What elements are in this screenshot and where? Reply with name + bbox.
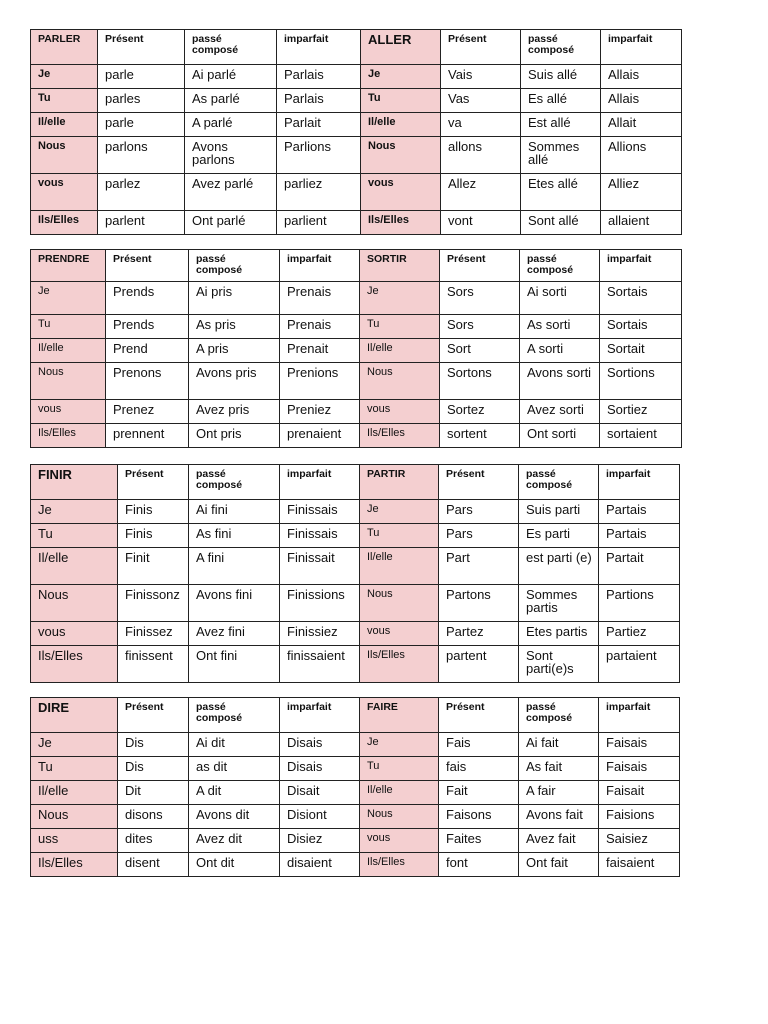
table-row xyxy=(31,548,680,585)
passe-compose-cell: Es parti xyxy=(519,524,599,548)
imparfait-cell: Finissais xyxy=(280,500,360,524)
present-cell: parlez xyxy=(98,174,185,211)
header-passe-compose: passé composé xyxy=(189,465,280,500)
imparfait-cell: Sortions xyxy=(600,363,682,400)
present-cell: Finis xyxy=(118,500,189,524)
pronoun-cell: Ils/Elles xyxy=(361,211,441,235)
present-cell: parle xyxy=(98,65,185,89)
present-cell: dites xyxy=(118,829,189,853)
present-cell: parlons xyxy=(98,137,185,174)
pronoun-cell: Nous xyxy=(31,137,98,174)
passe-compose-cell: Etes partis xyxy=(519,622,599,646)
pronoun-cell: Ils/Elles xyxy=(31,211,98,235)
imparfait-cell: Allais xyxy=(601,89,682,113)
passe-compose-cell: Avons parlons xyxy=(185,137,277,174)
present-cell: Prenons xyxy=(106,363,189,400)
passe-compose-cell: Avez pris xyxy=(189,400,280,424)
passe-compose-cell: Es allé xyxy=(521,89,601,113)
header-present: Présent xyxy=(439,698,519,733)
passe-compose-cell: est parti (e) xyxy=(519,548,599,585)
present-cell: disent xyxy=(118,853,189,877)
present-cell: Sors xyxy=(440,282,520,315)
pronoun-cell: Je xyxy=(360,500,439,524)
present-cell: Prends xyxy=(106,282,189,315)
present-cell: Finissonz xyxy=(118,585,189,622)
imparfait-cell: Faisais xyxy=(599,733,680,757)
imparfait-cell: Partais xyxy=(599,500,680,524)
imparfait-cell: Sortait xyxy=(600,339,682,363)
passe-compose-cell: Etes allé xyxy=(521,174,601,211)
imparfait-cell: parliez xyxy=(277,174,361,211)
table-row xyxy=(31,733,680,757)
imparfait-cell: Parlions xyxy=(277,137,361,174)
pronoun-cell: Je xyxy=(31,500,118,524)
imparfait-cell: Faisions xyxy=(599,805,680,829)
pronoun-cell: Tu xyxy=(361,89,441,113)
pronoun-cell: Je xyxy=(31,65,98,89)
present-cell: fais xyxy=(439,757,519,781)
pronoun-cell: vous xyxy=(361,174,441,211)
imparfait-cell: Saisiez xyxy=(599,829,680,853)
present-cell: Part xyxy=(439,548,519,585)
verb-name: FAIRE xyxy=(360,698,439,733)
pronoun-cell: Il/elle xyxy=(361,113,441,137)
table-row xyxy=(31,646,680,683)
pronoun-cell: Tu xyxy=(360,524,439,548)
present-cell: Finissez xyxy=(118,622,189,646)
passe-compose-cell: A dit xyxy=(189,781,280,805)
pronoun-cell: Il/elle xyxy=(360,339,440,363)
imparfait-cell: Parlait xyxy=(277,113,361,137)
header-passe-compose: passé composé xyxy=(519,698,599,733)
passe-compose-cell: Avez parlé xyxy=(185,174,277,211)
pronoun-cell: vous xyxy=(360,400,440,424)
pronoun-cell: Tu xyxy=(31,89,98,113)
pronoun-cell: Il/elle xyxy=(31,781,118,805)
verb-name: ALLER xyxy=(361,30,441,65)
table-row xyxy=(31,315,682,339)
passe-compose-cell: A fini xyxy=(189,548,280,585)
header-present: Présent xyxy=(118,698,189,733)
imparfait-cell: finissaient xyxy=(280,646,360,683)
table-row xyxy=(31,622,680,646)
pronoun-cell: vous xyxy=(360,622,439,646)
pronoun-cell: Ils/Elles xyxy=(31,853,118,877)
present-cell: Prenez xyxy=(106,400,189,424)
passe-compose-cell: Ont pris xyxy=(189,424,280,448)
passe-compose-cell: Ont sorti xyxy=(520,424,600,448)
imparfait-cell: Preniez xyxy=(280,400,360,424)
table-row xyxy=(31,424,682,448)
passe-compose-cell: Suis parti xyxy=(519,500,599,524)
pronoun-cell: Ils/Elles xyxy=(31,424,106,448)
pronoun-cell: vous xyxy=(31,622,118,646)
present-cell: Fais xyxy=(439,733,519,757)
table-row xyxy=(31,585,680,622)
passe-compose-cell: As fini xyxy=(189,524,280,548)
pronoun-cell: Tu xyxy=(31,315,106,339)
verb-name: FINIR xyxy=(31,465,118,500)
pronoun-cell: vous xyxy=(31,400,106,424)
imparfait-cell: allaient xyxy=(601,211,682,235)
passe-compose-cell: Sommes allé xyxy=(521,137,601,174)
table-row xyxy=(31,174,682,211)
pronoun-cell: Tu xyxy=(360,315,440,339)
pronoun-cell: Il/elle xyxy=(360,548,439,585)
passe-compose-cell: Avons fait xyxy=(519,805,599,829)
conjugation-table-parler-aller xyxy=(30,29,682,235)
pronoun-cell: uss xyxy=(31,829,118,853)
table-row xyxy=(31,89,682,113)
pronoun-cell: Je xyxy=(360,733,439,757)
imparfait-cell: prenaient xyxy=(280,424,360,448)
present-cell: Sors xyxy=(440,315,520,339)
header-imparfait: imparfait xyxy=(280,465,360,500)
pronoun-cell: Nous xyxy=(360,363,440,400)
present-cell: font xyxy=(439,853,519,877)
imparfait-cell: disaient xyxy=(280,853,360,877)
passe-compose-cell: as dit xyxy=(189,757,280,781)
header-imparfait: imparfait xyxy=(599,698,680,733)
passe-compose-cell: Avez fait xyxy=(519,829,599,853)
pronoun-cell: Nous xyxy=(31,363,106,400)
passe-compose-cell: Avons pris xyxy=(189,363,280,400)
present-cell: vont xyxy=(441,211,521,235)
imparfait-cell: Disais xyxy=(280,733,360,757)
table-row xyxy=(31,113,682,137)
passe-compose-cell: As sorti xyxy=(520,315,600,339)
passe-compose-cell: Avez dit xyxy=(189,829,280,853)
pronoun-cell: Il/elle xyxy=(31,113,98,137)
present-cell: partent xyxy=(439,646,519,683)
passe-compose-cell: Ont parlé xyxy=(185,211,277,235)
pronoun-cell: Je xyxy=(31,733,118,757)
imparfait-cell: Allais xyxy=(601,65,682,89)
present-cell: Prends xyxy=(106,315,189,339)
pronoun-cell: Je xyxy=(31,282,106,315)
table-row xyxy=(31,757,680,781)
header-passe-compose: passé composé xyxy=(189,250,280,282)
passe-compose-cell: A sorti xyxy=(520,339,600,363)
present-cell: Partez xyxy=(439,622,519,646)
conjugation-table-dire-faire xyxy=(30,697,680,877)
pronoun-cell: Tu xyxy=(31,757,118,781)
present-cell: Pars xyxy=(439,524,519,548)
imparfait-cell: Faisait xyxy=(599,781,680,805)
header-present: Présent xyxy=(439,465,519,500)
table-row xyxy=(31,853,680,877)
verb-name: PARTIR xyxy=(360,465,439,500)
pronoun-cell: Nous xyxy=(360,585,439,622)
passe-compose-cell: Ai sorti xyxy=(520,282,600,315)
header-imparfait: imparfait xyxy=(599,465,680,500)
verb-name: SORTIR xyxy=(360,250,440,282)
passe-compose-cell: As parlé xyxy=(185,89,277,113)
passe-compose-cell: A parlé xyxy=(185,113,277,137)
pronoun-cell: Il/elle xyxy=(360,781,439,805)
imparfait-cell: Partiez xyxy=(599,622,680,646)
present-cell: Vas xyxy=(441,89,521,113)
present-cell: Faites xyxy=(439,829,519,853)
pronoun-cell: Tu xyxy=(360,757,439,781)
pronoun-cell: Il/elle xyxy=(31,339,106,363)
passe-compose-cell: Ai fini xyxy=(189,500,280,524)
present-cell: Finis xyxy=(118,524,189,548)
imparfait-cell: Finissiez xyxy=(280,622,360,646)
imparfait-cell: Sortais xyxy=(600,282,682,315)
present-cell: Dis xyxy=(118,733,189,757)
table-row xyxy=(31,65,682,89)
header-passe-compose: passé composé xyxy=(185,30,277,65)
pronoun-cell: vous xyxy=(31,174,98,211)
header-present: Présent xyxy=(441,30,521,65)
imparfait-cell: parlient xyxy=(277,211,361,235)
imparfait-cell: Sortiez xyxy=(600,400,682,424)
imparfait-cell: Prenions xyxy=(280,363,360,400)
passe-compose-cell: Avons dit xyxy=(189,805,280,829)
header-present: Présent xyxy=(98,30,185,65)
imparfait-cell: Partait xyxy=(599,548,680,585)
pronoun-cell: vous xyxy=(360,829,439,853)
imparfait-cell: Partions xyxy=(599,585,680,622)
passe-compose-cell: Sommes partis xyxy=(519,585,599,622)
header-present: Présent xyxy=(106,250,189,282)
present-cell: allons xyxy=(441,137,521,174)
imparfait-cell: faisaient xyxy=(599,853,680,877)
passe-compose-cell: A pris xyxy=(189,339,280,363)
pronoun-cell: Ils/Elles xyxy=(360,853,439,877)
passe-compose-cell: Avons fini xyxy=(189,585,280,622)
table-row xyxy=(31,339,682,363)
pronoun-cell: Je xyxy=(361,65,441,89)
verb-name: DIRE xyxy=(31,698,118,733)
table-row xyxy=(31,363,682,400)
present-cell: prennent xyxy=(106,424,189,448)
header-passe-compose: passé composé xyxy=(520,250,600,282)
present-cell: Partons xyxy=(439,585,519,622)
imparfait-cell: Disiez xyxy=(280,829,360,853)
header-passe-compose: passé composé xyxy=(521,30,601,65)
present-cell: parle xyxy=(98,113,185,137)
table-row xyxy=(31,500,680,524)
passe-compose-cell: Ai parlé xyxy=(185,65,277,89)
passe-compose-cell: As pris xyxy=(189,315,280,339)
imparfait-cell: Finissais xyxy=(280,524,360,548)
passe-compose-cell: Avons sorti xyxy=(520,363,600,400)
verb-name: PRENDRE xyxy=(31,250,106,282)
header-imparfait: imparfait xyxy=(280,250,360,282)
present-cell: Finit xyxy=(118,548,189,585)
pronoun-cell: Ils/Elles xyxy=(360,424,440,448)
present-cell: va xyxy=(441,113,521,137)
passe-compose-cell: Ont fait xyxy=(519,853,599,877)
pronoun-cell: Nous xyxy=(31,805,118,829)
present-cell: disons xyxy=(118,805,189,829)
passe-compose-cell: As fait xyxy=(519,757,599,781)
table-row xyxy=(31,524,680,548)
present-cell: Dis xyxy=(118,757,189,781)
imparfait-cell: Disiont xyxy=(280,805,360,829)
passe-compose-cell: Ai fait xyxy=(519,733,599,757)
passe-compose-cell: Ai dit xyxy=(189,733,280,757)
imparfait-cell: sortaient xyxy=(600,424,682,448)
table-row xyxy=(31,282,682,315)
imparfait-cell: Prenais xyxy=(280,315,360,339)
present-cell: Dit xyxy=(118,781,189,805)
imparfait-cell: Faisais xyxy=(599,757,680,781)
imparfait-cell: Prenais xyxy=(280,282,360,315)
conjugation-table-finir-partir xyxy=(30,464,680,683)
pronoun-cell: Je xyxy=(360,282,440,315)
imparfait-cell: Disais xyxy=(280,757,360,781)
present-cell: Vais xyxy=(441,65,521,89)
present-cell: Sort xyxy=(440,339,520,363)
passe-compose-cell: Avez fini xyxy=(189,622,280,646)
imparfait-cell: Finissions xyxy=(280,585,360,622)
present-cell: Sortons xyxy=(440,363,520,400)
passe-compose-cell: Sont parti(e)s xyxy=(519,646,599,683)
header-imparfait: imparfait xyxy=(601,30,682,65)
present-cell: sortent xyxy=(440,424,520,448)
header-passe-compose: passé composé xyxy=(519,465,599,500)
present-cell: Prend xyxy=(106,339,189,363)
imparfait-cell: Allait xyxy=(601,113,682,137)
passe-compose-cell: Est allé xyxy=(521,113,601,137)
pronoun-cell: Nous xyxy=(361,137,441,174)
passe-compose-cell: Sont allé xyxy=(521,211,601,235)
header-imparfait: imparfait xyxy=(277,30,361,65)
pronoun-cell: Ils/Elles xyxy=(31,646,118,683)
header-imparfait: imparfait xyxy=(280,698,360,733)
imparfait-cell: Allions xyxy=(601,137,682,174)
conjugation-table-prendre-sortir xyxy=(30,249,682,448)
passe-compose-cell: Avez sorti xyxy=(520,400,600,424)
table-row xyxy=(31,805,680,829)
imparfait-cell: Parlais xyxy=(277,89,361,113)
table-row xyxy=(31,400,682,424)
present-cell: finissent xyxy=(118,646,189,683)
present-cell: parlent xyxy=(98,211,185,235)
imparfait-cell: Disait xyxy=(280,781,360,805)
passe-compose-cell: Suis allé xyxy=(521,65,601,89)
passe-compose-cell: Ont fini xyxy=(189,646,280,683)
present-cell: Pars xyxy=(439,500,519,524)
table-row xyxy=(31,829,680,853)
table-row xyxy=(31,211,682,235)
present-cell: parles xyxy=(98,89,185,113)
pronoun-cell: Nous xyxy=(360,805,439,829)
passe-compose-cell: A fair xyxy=(519,781,599,805)
imparfait-cell: Parlais xyxy=(277,65,361,89)
present-cell: Fait xyxy=(439,781,519,805)
imparfait-cell: partaient xyxy=(599,646,680,683)
pronoun-cell: Ils/Elles xyxy=(360,646,439,683)
passe-compose-cell: Ai pris xyxy=(189,282,280,315)
header-present: Présent xyxy=(118,465,189,500)
header-present: Présent xyxy=(440,250,520,282)
imparfait-cell: Alliez xyxy=(601,174,682,211)
table-row xyxy=(31,781,680,805)
header-passe-compose: passé composé xyxy=(189,698,280,733)
pronoun-cell: Tu xyxy=(31,524,118,548)
header-imparfait: imparfait xyxy=(600,250,682,282)
present-cell: Faisons xyxy=(439,805,519,829)
imparfait-cell: Sortais xyxy=(600,315,682,339)
table-row xyxy=(31,137,682,174)
imparfait-cell: Prenait xyxy=(280,339,360,363)
pronoun-cell: Nous xyxy=(31,585,118,622)
passe-compose-cell: Ont dit xyxy=(189,853,280,877)
verb-name: PARLER xyxy=(31,30,98,65)
imparfait-cell: Finissait xyxy=(280,548,360,585)
present-cell: Sortez xyxy=(440,400,520,424)
present-cell: Allez xyxy=(441,174,521,211)
pronoun-cell: Il/elle xyxy=(31,548,118,585)
imparfait-cell: Partais xyxy=(599,524,680,548)
